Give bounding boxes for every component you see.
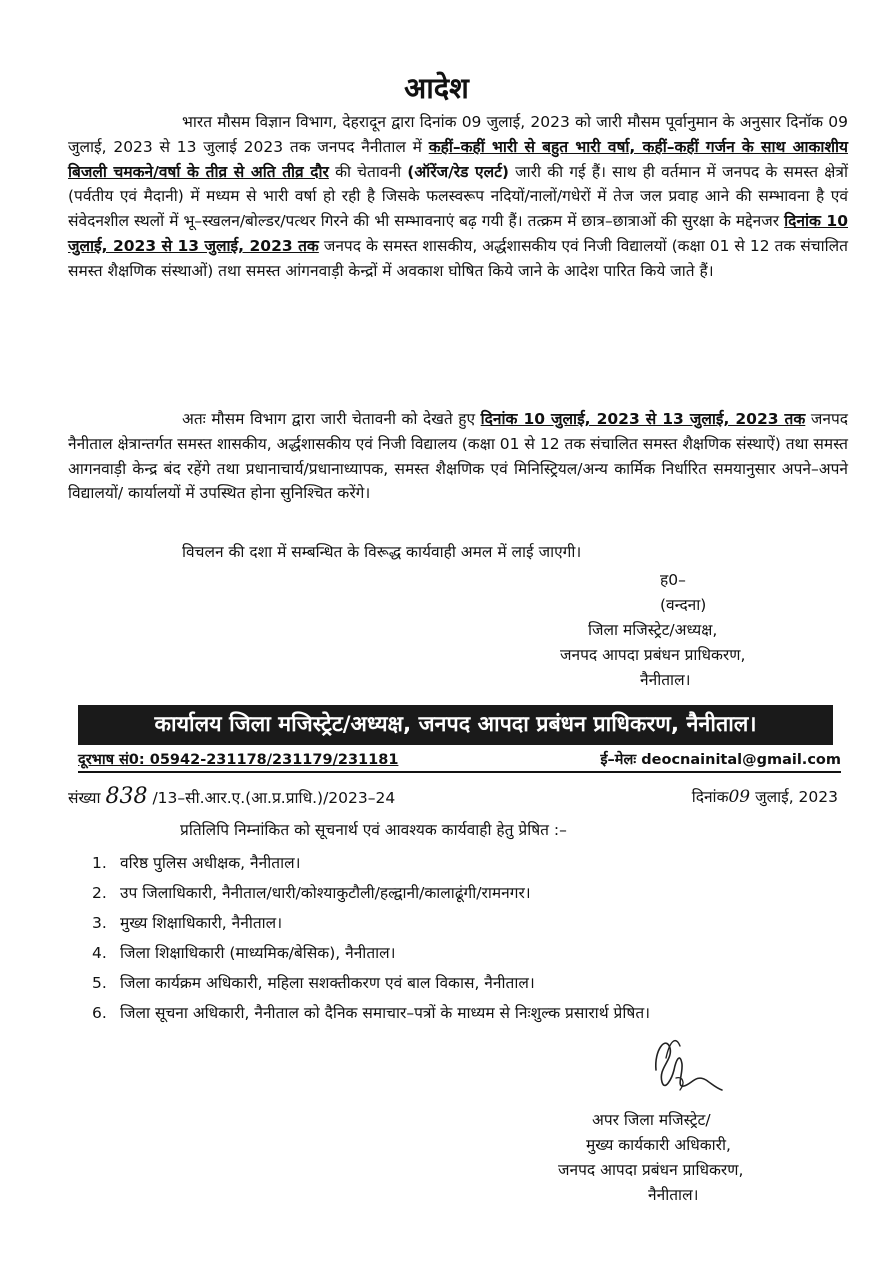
signatory-authority: जनपद आपदा प्रबंधन प्राधिकरण, [560, 646, 746, 664]
reference-number: संख्या 838 /13–सी.आर.ए.(आ.प्र.प्राधि.)/2023–24 [68, 784, 396, 809]
copy-to-intro: प्रतिलिपि निम्नांकित को सूचनार्थ एवं आवश्यक कार्यवाही हेतु प्रेषित :– [180, 821, 567, 839]
signatory-place: नैनीताल। [640, 671, 691, 689]
list-item: 3. मुख्य शिक्षाधिकारी, नैनीताल। [92, 914, 283, 932]
reference-line [68, 785, 838, 809]
list-item: 4. जिला शिक्षाधिकारी (माध्यमिक/बेसिक), नैनीताल। [92, 944, 396, 962]
handwritten-signature [636, 1030, 726, 1100]
order-paragraph-3: विचलन की दशा में सम्बन्धित के विरूद्ध कार्यवाही अमल में लाई जाएगी। [182, 543, 582, 561]
reference-date: दिनांक09 जुलाई, 2023 [691, 787, 838, 807]
signatory-place: नैनीताल। [648, 1186, 699, 1204]
phone-number: दूरभाष सं0: 05942-231178/231179/231181 [78, 752, 399, 768]
handwritten-day: 09 [728, 787, 751, 807]
signatory-block-2 [558, 1108, 848, 1208]
contact-line [78, 749, 841, 773]
page-title: आदेश [404, 71, 469, 105]
closure-dates-text: दिनांक 10 जुलाई, 2023 से 13 जुलाई, 2023 तक [68, 212, 848, 255]
office-header-band: कार्यालय जिला मजिस्ट्रेट/अध्यक्ष, जनपद आपदा प्रबंधन प्राधिकरण, नैनीताल। [78, 705, 833, 745]
email-address: ई–मेलः deocnainital@gmail.com [600, 752, 841, 768]
alert-level-text: (ऑरेंज/रेड एलर्ट) [407, 162, 509, 181]
order-paragraph-2: अतः मौसम विभाग द्वारा जारी चेतावनी को देखते हुए दिनांक 10 जुलाई, 2023 से 13 जुलाई, 2023 तक जनपद नैनीताल क्षेत्रान्तर्गत समस्त शासकीय, अर्द्धशासकीय एवं निजी विद्यालय (कक्षा 01 से 12 तक संचालित समस्त शैक्षणिक संस्थाऐं) तथा समस्त आगनवाड़ी केन्द्र बंद रहेंगे तथा प्रधानाचार्य/प्रधानाध्यापक, समस्त शैक्षणिक एवं मिनिस्ट्रियल/अन्य कार्मिक निर्धारित समयानुसार अपने–अपने विद्यालयों/ कार्यालयों में उपस्थित होना सुनिश्चित करेंगे। [68, 410, 848, 503]
signatory-block-1 [560, 568, 850, 693]
order-paragraph-1: भारत मौसम विज्ञान विभाग, देहरादून द्वारा दिनांक 09 जुलाई, 2023 को जारी मौसम पूर्वानुमान के अनुसार दिनॉक 09 जुलाई, 2023 से 13 जुलाई 2023 तक जनपद नैनीताल में कहीं–कहीं भारी से बहुत भारी वर्षा, कहीं–कहीं गर्जन के साथ आकाशीय बिजली चमकने/वर्षा के तीव्र से अति तीव्र दौर की चेतावनी (ऑरेंज/रेड एलर्ट) जारी की गई हैं। साथ ही वर्तमान में जनपद के समस्त क्षेत्रों (पर्वतीय एवं मैदानी) में मध्यम से भारी वर्षा हो रही है जिसके फलस्वरूप नदियों/नालों/गधेरों में तेज जल प्रवाह आने की सम्भावना है एवं संवेदनशील स्थलों में भू–स्खलन/बोल्डर/पत्थर गिरने की भी सम्भावनाएं बढ़ गयी हैं। तत्क्रम में छात्र–छात्राओं की सुरक्षा के मद्देनजर दिनांक 10 जुलाई, 2023 से 13 जुलाई, 2023 तक जनपद के समस्त शासकीय, अर्द्धशासकीय एवं निजी विद्यालयों (कक्षा 01 से 12 तक संचालित समस्त शैक्षणिक संस्थाओं) तथा समस्त आंगनवाड़ी केन्द्रों में अवकाश घोषित किये जाने के आदेश पारित किये जाते हैं। [68, 113, 848, 280]
handwritten-number: 838 [105, 784, 148, 809]
signed-mark: ह0– [660, 571, 686, 589]
signatory-role: मुख्य कार्यकारी अधिकारी, [586, 1136, 731, 1154]
recipient-list [92, 848, 850, 1026]
weather-warning-text: कहीं–कहीं भारी से बहुत भारी वर्षा, कहीं–कहीं गर्जन के साथ आकाशीय बिजली चमकने/वर्षा के तीव्र से अति तीव्र दौर [68, 137, 848, 181]
signatory-designation: जिला मजिस्ट्रेट/अध्यक्ष, [588, 621, 718, 639]
signatory-designation: अपर जिला मजिस्ट्रेट/ [592, 1111, 711, 1129]
list-item: 1. वरिष्ठ पुलिस अधीक्षक, नैनीताल। [92, 854, 301, 872]
signatory-authority: जनपद आपदा प्रबंधन प्राधिकरण, [558, 1161, 744, 1179]
list-item: 2. उप जिलाधिकारी, नैनीताल/धारी/कोश्याकुटौली/हल्द्वानी/कालाढूंगी/रामनगर। [92, 884, 531, 902]
signatory-name: (वन्दना) [660, 596, 707, 614]
closure-dates-text-2: दिनांक 10 जुलाई, 2023 से 13 जुलाई, 2023 तक [480, 410, 806, 428]
list-item: 5. जिला कार्यक्रम अधिकारी, महिला सशक्तीकरण एवं बाल विकास, नैनीताल। [92, 974, 535, 992]
list-item: 6. जिला सूचना अधिकारी, नैनीताल को दैनिक समाचार–पत्रों के माध्यम से निःशुल्क प्रसारार्थ प्रेषित। [92, 1004, 651, 1022]
